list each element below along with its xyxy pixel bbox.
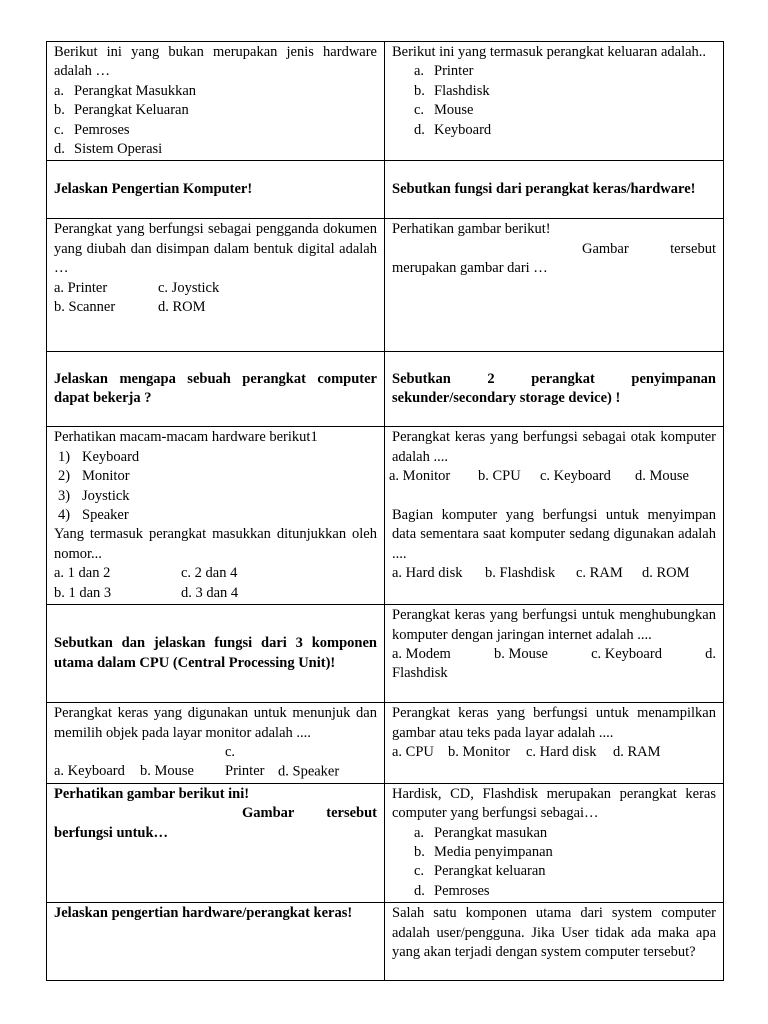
list-item: 1) Keyboard (58, 448, 140, 465)
question-text: Perangkat keras yang berfungsi untuk menghubungkan komputer dengan jaringan internet adalah .... (392, 607, 716, 643)
table-row (47, 783, 724, 902)
option-item: c. Mouse (414, 102, 474, 119)
table-row (47, 352, 724, 427)
question-text: Berikut ini yang termasuk perangkat keluaran adalah.. (392, 44, 707, 60)
option-row: b. Scanner d. ROM (54, 299, 206, 316)
question-cell (47, 427, 385, 605)
question-text: Berikut ini yang bukan merupakan jenis hardware adalah … (54, 44, 377, 80)
essay-question: Jelaskan pengertian hardware/perangkat keras! (54, 905, 353, 922)
essay-question-cell (385, 352, 724, 427)
option-row: a. 1 dan 2 c. 2 dan 4 (54, 565, 238, 582)
question-text: Bagian komputer yang berfungsi untuk menyimpan data sementara saat komputer sedang digunakan adalah .... (392, 507, 716, 562)
option-item: c. Perangkat keluaran (414, 863, 546, 880)
question-cell (385, 703, 724, 784)
option-row: b. 1 dan 3 d. 3 dan 4 (54, 584, 239, 601)
essay-question: Sebutkan fungsi dari perangkat keras/hardware! (392, 181, 696, 198)
table-row (47, 42, 724, 161)
question-text: Perangkat yang berfungsi sebagai pengganda dokumen yang diubah dan disimpan dalam bentuk digital adalah … (54, 221, 377, 277)
question-text: Perangkat keras yang berfungsi sebagai otak komputer adalah .... (392, 429, 716, 465)
question-cell (385, 427, 724, 605)
option-row: a. Printer c. Joystick (54, 279, 220, 296)
essay-question-cell (47, 161, 385, 219)
option-row: a. Monitor b. CPU c. Keyboard d. Mouse (389, 468, 689, 485)
option-list (54, 82, 377, 160)
table-row (47, 903, 724, 981)
option-row: a. CPU b. Monitor c. Hard disk d. RAM (392, 743, 661, 760)
word: tersebut (670, 240, 716, 257)
question-text: Perhatikan gambar berikut! (392, 221, 551, 238)
option-item: d. Pemroses (414, 882, 490, 899)
question-cell (385, 783, 724, 902)
list-item: 2) Monitor (58, 468, 130, 485)
essay-question: Sebutkan dan jelaskan fungsi dari 3 komponen utama dalam CPU (Central Processing Unit)! (54, 635, 377, 671)
word: Gambar (582, 240, 629, 257)
option-item: d. Sistem Operasi (54, 141, 163, 158)
list-item: 3) Joystick (58, 487, 130, 504)
question-text: Salah satu komponen utama dari system computer adalah user/pengguna. Jika User tidak ada maka apa yang akan terjadi dengan system computer tersebut? (392, 905, 716, 960)
option-item: b. Flashdisk (414, 82, 490, 99)
question-cell (47, 783, 385, 902)
question-table (46, 41, 724, 981)
table-row (47, 161, 724, 219)
question-cell (385, 903, 724, 981)
option-list (392, 824, 716, 902)
question-text: Hardisk, CD, Flashdisk merupakan perangkat keras computer yang berfungsi sebagai… (392, 785, 716, 822)
option-row: a. Modem b. Mouse c. Keyboard d. (392, 645, 716, 662)
option-row: a. Keyboard b. Mousec. Printer d. Speaker (54, 743, 340, 780)
word: tersebut (326, 805, 377, 822)
question-cell (47, 703, 385, 784)
question-cell (47, 219, 385, 352)
option-item: b. Perangkat Keluaran (54, 102, 189, 119)
question-cell (385, 605, 724, 703)
option-item: b. Media penyimpanan (414, 843, 553, 860)
essay-question: Jelaskan mengapa sebuah perangkat computer dapat bekerja ? (54, 371, 377, 407)
question-text: berfungsi untuk… (54, 824, 169, 841)
essay-question-cell (47, 352, 385, 427)
option-list (392, 62, 716, 140)
essay-question-cell (385, 161, 724, 219)
table-row (47, 703, 724, 784)
table-row (47, 219, 724, 352)
option-row: a. Hard disk b. Flashdisk c. RAM d. ROM (392, 565, 690, 582)
option-item: d. Keyboard (414, 121, 492, 138)
question-text: Perangkat keras yang berfungsi untuk menampilkan gambar atau teks pada layar adalah .... (392, 705, 716, 741)
question-text: merupakan gambar dari … (392, 260, 548, 277)
option-item: c. Pemroses (54, 121, 130, 138)
essay-question-cell (47, 605, 385, 703)
table-row (47, 427, 724, 605)
question-text: Perhatikan macam-macam hardware berikut1 (54, 429, 318, 446)
option-item: a. Perangkat Masukkan (54, 82, 197, 99)
question-text: Perangkat keras yang digunakan untuk menunjuk dan memilih objek pada layar monitor adalah .... (54, 705, 377, 741)
numbered-list (54, 448, 377, 526)
essay-question: Jelaskan Pengertian Komputer! (54, 181, 253, 198)
question-cell (385, 42, 724, 161)
question-cell (47, 42, 385, 161)
question-cell (385, 219, 724, 352)
essay-question: Sebutkan 2 perangkat penyimpanan sekunder/secondary storage device) ! (392, 371, 716, 407)
word: Gambar (242, 805, 295, 822)
list-item: 4) Speaker (58, 507, 129, 524)
image-placeholder-text (392, 240, 716, 259)
option-item: a. Perangkat masukan (414, 824, 548, 841)
question-text: Perhatikan gambar berikut ini! (54, 785, 250, 802)
table-row (47, 605, 724, 703)
option-item: a. Printer (414, 63, 474, 80)
question-text: Yang termasuk perangkat masukkan ditunjukkan oleh nomor... (54, 526, 377, 562)
essay-question-cell (47, 903, 385, 981)
option-item: Flashdisk (392, 665, 448, 682)
image-placeholder-text (54, 804, 377, 823)
